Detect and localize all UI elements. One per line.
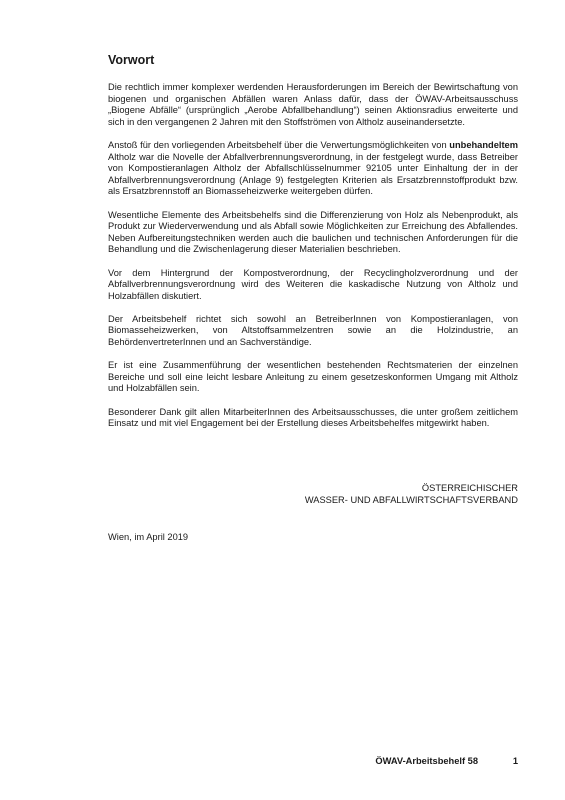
paragraph-summary: Er ist eine Zusammenführung der wesentlichen bestehenden Rechtsmaterien der einzelnen Bereiche und soll eine leicht lesbare Anleitung zu einem gesetzeskonformen Umgang mit Altholz und Holzabfällen sein. <box>108 360 518 394</box>
footer-publication-title: ÖWAV-Arbeitsbehelf 58 <box>375 756 478 766</box>
paragraph-motivation <box>108 140 518 198</box>
document-body <box>108 82 518 441</box>
signature-block <box>230 483 518 506</box>
place-and-date: Wien, im April 2019 <box>108 532 189 542</box>
paragraph-motivation-text-end: Altholz war die Novelle der Abfallverbrennungsverordnung, in der festgelegt wurde, dass Betreiber von Kompostieranlagen Altholz der Abfallschlüsselnummer 92105 unter Einhaltung der in der Abfallverbrennungsverordnung (Anlage 9) festgelegten Kriterien als Ersatzbrennstoffprodukt bzw. als Ersatzbrennstoff an Biomasseheizwerke weitergeben dürfen. <box>108 151 518 197</box>
paragraph-elements: Wesentliche Elemente des Arbeitsbehelfs sind die Differenzierung von Holz als Nebenprodukt, als Produkt zur Wiederverwendung und als Abfall sowie Möglichkeiten zur Erreichung des Abfallendes. Neben Aufbereitungstechniken werden auch die baulichen und technischen Anforderungen für die Behandlung und die Zwischenlagerung dieser Materialien beschrieben. <box>108 209 518 255</box>
paragraph-motivation-text-start: Anstoß für den vorliegenden Arbeitsbehelf über die Verwertungsmöglichkeiten von <box>108 139 450 150</box>
paragraph-motivation-emphasis: unbehandeltem <box>449 139 518 150</box>
signature-line-2: WASSER- UND ABFALLWIRTSCHAFTSVERBAND <box>304 494 518 505</box>
paragraph-audience: Der Arbeitsbehelf richtet sich sowohl an BetreiberInnen von Kompostieranlagen, von Biomasseheizwerken, von Altstoffsammelzentren sowie an die Holzindustrie, an BehördenvertreterInnen und an Sachverständige. <box>108 313 518 348</box>
page-number: 1 <box>512 756 518 766</box>
page-title: Vorwort <box>108 53 155 67</box>
paragraph-thanks: Besonderer Dank gilt allen MitarbeiterInnen des Arbeitsausschusses, die unter großem zeitlichem Einsatz und mit viel Engagement bei der Erstellung dieses Arbeitsbehelfes mitgewirkt haben. <box>108 406 518 429</box>
paragraph-intro: Die rechtlich immer komplexer werdenden Herausforderungen im Bereich der Bewirtschaftung von biogenen und organischen Abfällen waren Anlass dafür, dass der ÖWAV-Arbeitsausschuss „Biogene Abfälle“ (ursprünglich „Aerobe Abfallbehandlung“) seinen Aktionsradius erweiterte und sich in den vergangenen 2 Jahren mit den Stoffströmen von Altholz auseinandersetzte. <box>108 82 518 127</box>
paragraph-background: Vor dem Hintergrund der Kompostverordnung, der Recyclingholzverordnung und der Abfallverbrennungsverordnung wird des Weiteren die kaskadische Nutzung von Altholz und Holzabfällen diskutiert. <box>108 267 518 301</box>
signature-line-1: ÖSTERREICHISCHER <box>421 483 518 493</box>
